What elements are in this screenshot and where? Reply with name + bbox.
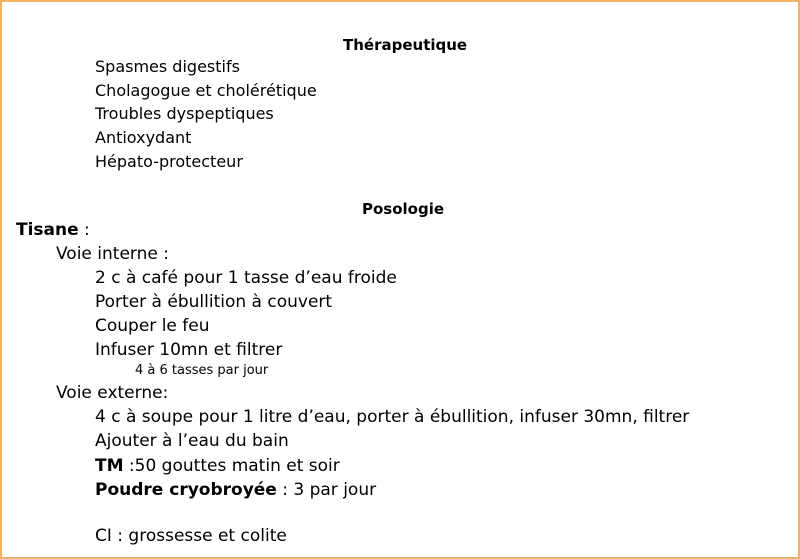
tisane-heading xyxy=(16,222,90,239)
voie-externe-step: 4 c à soupe pour 1 litre d’eau, porter à ébullition, infuser 30mn, filtrer xyxy=(95,407,690,427)
tm-line xyxy=(95,458,340,475)
poudre-text: : 3 par jour xyxy=(276,480,377,500)
voie-interne-step: Infuser 10mn et filtrer xyxy=(95,340,283,360)
tisane-colon: : xyxy=(78,220,90,240)
therapeutique-item: Spasmes digestifs xyxy=(95,57,240,76)
poudre-label: Poudre cryobroyée xyxy=(95,480,277,500)
voie-interne-label: Voie interne : xyxy=(56,244,169,264)
voie-interne-step: Porter à ébullition à couvert xyxy=(95,292,333,312)
therapeutique-item: Troubles dyspeptiques xyxy=(95,104,274,123)
voie-interne-step: Couper le feu xyxy=(95,316,210,336)
voie-externe-label: Voie externe: xyxy=(56,383,169,403)
voie-interne-step: 2 c à café pour 1 tasse d’eau froide xyxy=(95,268,397,288)
poudre-line xyxy=(95,482,376,499)
tm-text: :50 gouttes matin et soir xyxy=(123,456,340,476)
tm-label: TM xyxy=(95,456,124,476)
therapeutique-item: Hépato-protecteur xyxy=(95,152,243,171)
tisane-label: Tisane xyxy=(16,220,79,240)
therapeutique-item: Antioxydant xyxy=(95,128,192,147)
contre-indications: CI : grossesse et colite xyxy=(95,526,287,546)
posologie-title: Posologie xyxy=(362,200,445,218)
therapeutique-title: Thérapeutique xyxy=(343,36,468,54)
therapeutique-item: Cholagogue et cholérétique xyxy=(95,81,317,100)
voie-externe-step: Ajouter à l’eau du bain xyxy=(95,431,289,451)
voie-interne-note: 4 à 6 tasses par jour xyxy=(135,363,269,378)
